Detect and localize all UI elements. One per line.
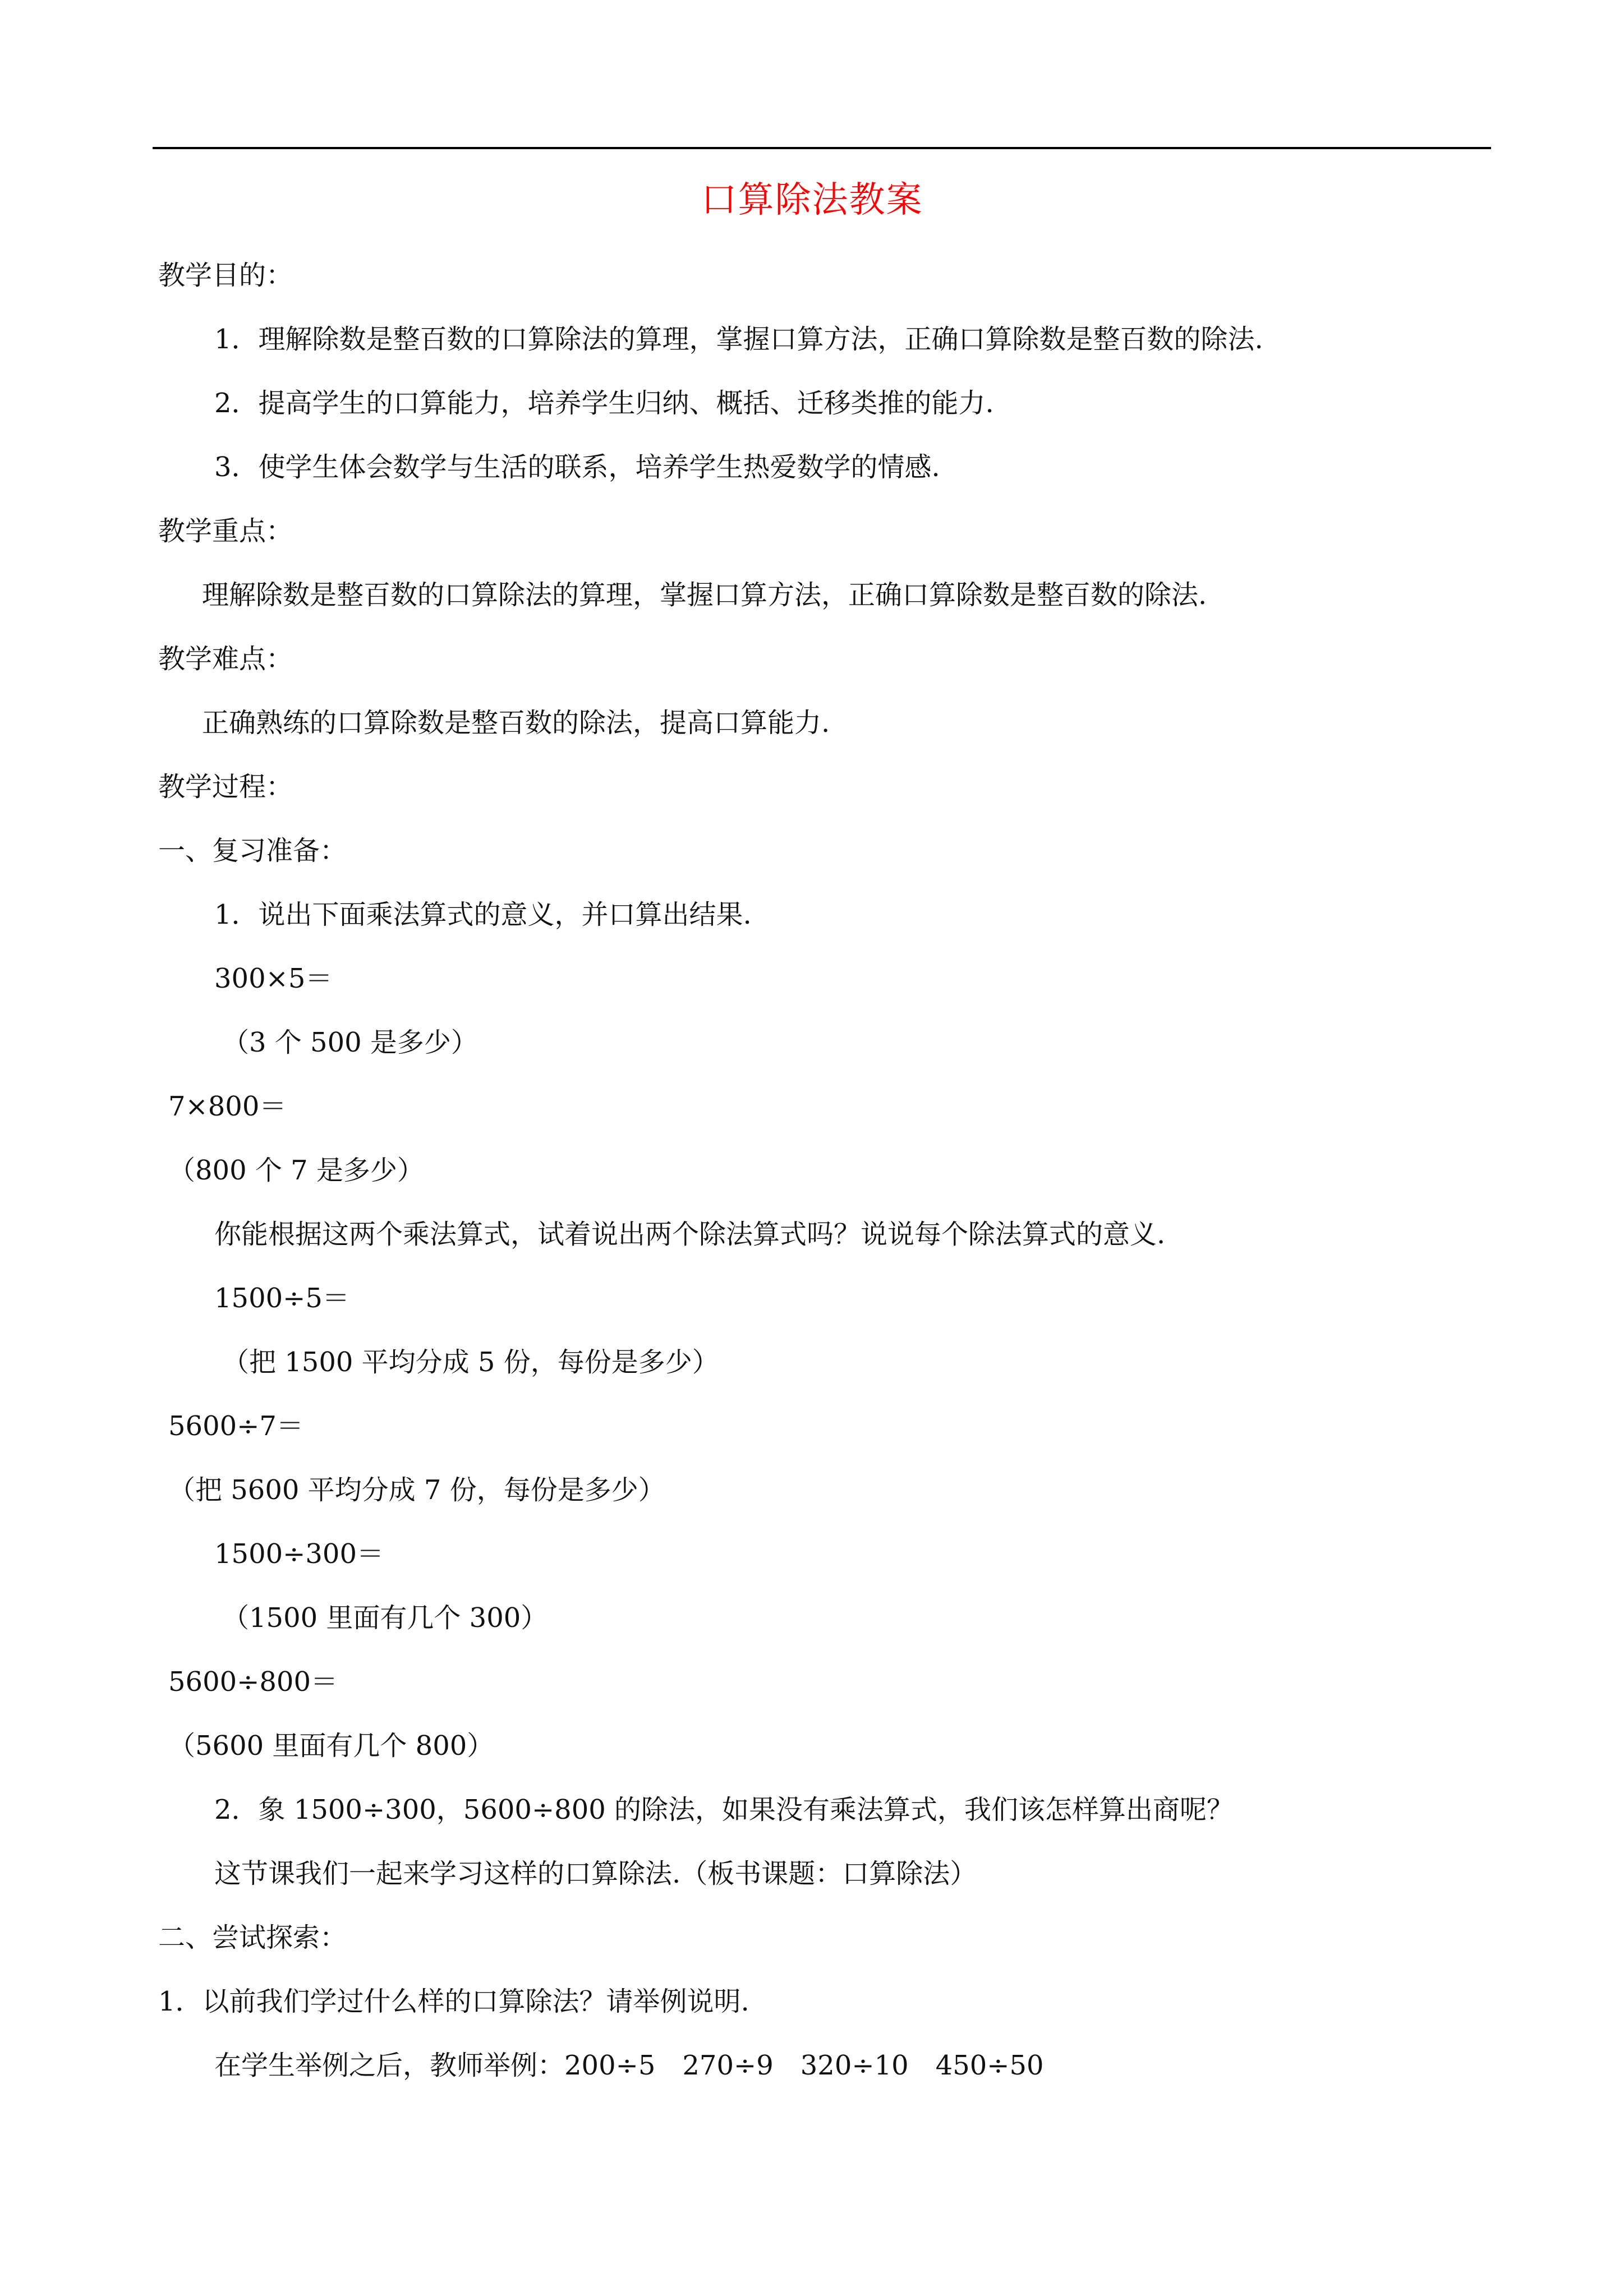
section-review: 一、复习准备： <box>158 835 347 866</box>
lesson-intro: 这节课我们一起来学习这样的口算除法.（板书课题：口算除法） <box>214 1858 977 1889</box>
objective-2: 2．提高学生的口算能力，培养学生归纳、概括、迁移类推的能力. <box>214 388 994 419</box>
heading-key-points: 教学重点： <box>158 515 293 547</box>
expression-300x5: 300×5＝ <box>214 963 333 994</box>
expression-note-2: （800 个 7 是多少） <box>168 1155 424 1186</box>
expression-1500div5: 1500÷5＝ <box>214 1283 349 1314</box>
key-points-text: 理解除数是整百数的口算除法的算理，掌握口算方法，正确口算除数是整百数的除法. <box>202 579 1207 611</box>
expression-note-3: （把 1500 平均分成 5 份，每份是多少） <box>222 1347 719 1378</box>
expression-7x800: 7×800＝ <box>168 1091 287 1122</box>
heading-difficulties: 教学难点： <box>158 643 293 675</box>
header-rule <box>153 147 1491 149</box>
expression-note-5: （1500 里面有几个 300） <box>222 1602 548 1634</box>
expression-5600div7: 5600÷7＝ <box>168 1410 303 1442</box>
expression-5600div800: 5600÷800＝ <box>168 1666 338 1698</box>
review-item-2: 2．象 1500÷300，5600÷800 的除法，如果没有乘法算式，我们该怎样算出商呢？ <box>214 1794 1234 1825</box>
heading-process: 教学过程： <box>158 771 293 803</box>
teacher-examples: 在学生举例之后，教师举例：200÷5 270÷9 320÷10 450÷50 <box>214 2050 1044 2081</box>
review-question: 你能根据这两个乘法算式，试着说出两个除法算式吗？说说每个除法算式的意义. <box>214 1219 1166 1250</box>
review-item-1: 1．说出下面乘法算式的意义，并口算出结果. <box>214 899 752 930</box>
expression-note-1: （3 个 500 是多少） <box>222 1027 478 1058</box>
expression-note-4: （把 5600 平均分成 7 份，每份是多少） <box>168 1474 665 1506</box>
expression-note-6: （5600 里面有几个 800） <box>168 1730 494 1762</box>
heading-objectives: 教学目的： <box>158 260 293 291</box>
section-explore: 二、尝试探索： <box>158 1922 347 1953</box>
objective-3: 3．使学生体会数学与生活的联系，培养学生热爱数学的情感. <box>214 451 940 483</box>
objective-1: 1．理解除数是整百数的口算除法的算理，掌握口算方法，正确口算除数是整百数的除法. <box>214 324 1263 355</box>
expression-1500div300: 1500÷300＝ <box>214 1538 384 1570</box>
explore-item-1: 1．以前我们学过什么样的口算除法？请举例说明. <box>158 1986 749 2017</box>
difficulties-text: 正确熟练的口算除数是整百数的除法，提高口算能力. <box>202 707 830 739</box>
document-title: 口算除法教案 <box>701 179 923 221</box>
